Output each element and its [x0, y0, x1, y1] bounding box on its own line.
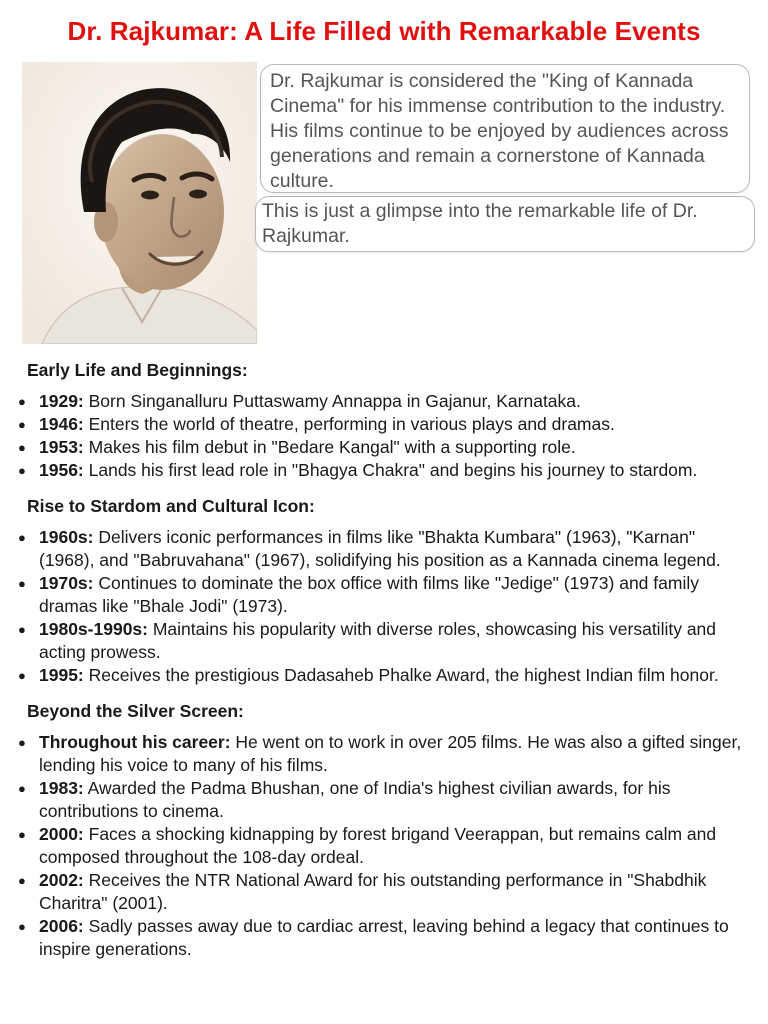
- item-text: Sadly passes away due to cardiac arrest, leaving behind a legacy that continues to inspire generations.: [39, 916, 729, 959]
- page-title: Dr. Rajkumar: A Life Filled with Remarkable Events: [67, 16, 701, 46]
- item-text: Lands his first lead role in "Bhagya Chakra" and begins his journey to stardom.: [83, 460, 698, 480]
- list-item: [0, 915, 748, 961]
- glimpse-callout: This is just a glimpse into the remarkable life of Dr. Rajkumar.: [255, 196, 755, 252]
- list-item: [0, 618, 748, 664]
- item-text: Receives the NTR National Award for his outstanding performance in "Shabdhik Charitra" (2001).: [39, 870, 707, 913]
- list-item: [0, 526, 748, 572]
- item-year: 1953:: [39, 437, 84, 457]
- item-year: 1980s-1990s:: [39, 619, 148, 639]
- item-text: Born Singanalluru Puttaswamy Annappa in Gajanur, Karnataka.: [83, 391, 581, 411]
- list-item: [0, 413, 748, 436]
- item-year: 1946:: [39, 414, 84, 434]
- intro-callout: Dr. Rajkumar is considered the "King of Kannada Cinema" for his immense contribution to the industry. His films continue to be enjoyed by audiences across generations and remain a cornerstone of Kannada culture.: [260, 64, 750, 193]
- list-item: [0, 664, 748, 687]
- item-text: Maintains his popularity with diverse roles, showcasing his versatility and acting prowess.: [39, 619, 717, 662]
- item-text: Awarded the Padma Bhushan, one of India's highest civilian awards, for his contributions to cinema.: [39, 778, 671, 821]
- list-item: [0, 390, 748, 413]
- item-year: 1956:: [39, 460, 84, 480]
- item-text: Receives the prestigious Dadasaheb Phalke Award, the highest Indian film honor.: [83, 665, 719, 685]
- list-item: [0, 459, 748, 482]
- portrait-illustration: [22, 62, 257, 344]
- item-year: 1960s:: [39, 527, 94, 547]
- item-year: 2006:: [39, 916, 84, 936]
- list-item: [0, 731, 748, 777]
- item-text: Makes his film debut in "Bedare Kangal" with a supporting role.: [83, 437, 576, 457]
- list-item: [0, 436, 748, 459]
- section-heading: Early Life and Beginnings:: [27, 360, 248, 380]
- section-heading: Rise to Stardom and Cultural Icon:: [27, 496, 315, 516]
- timeline-content: [0, 354, 768, 961]
- item-text: Faces a shocking kidnapping by forest brigand Veerappan, but remains calm and composed throughout the 108-day ordeal.: [39, 824, 717, 867]
- list-item: [0, 572, 748, 618]
- item-year: 2000:: [39, 824, 84, 844]
- item-year: 1929:: [39, 391, 84, 411]
- list-item: [0, 823, 748, 869]
- item-text: Continues to dominate the box office with films like "Jedige" (1973) and family dramas like "Bhale Jodi" (1973).: [39, 573, 699, 616]
- section-early-life: [0, 354, 768, 482]
- list-item: [0, 777, 748, 823]
- item-year: 2002:: [39, 870, 84, 890]
- portrait-photo: [22, 62, 257, 344]
- item-year: 1983:: [39, 778, 84, 798]
- section-beyond-silver-screen: [0, 695, 768, 961]
- timeline-list: [0, 526, 768, 687]
- item-year: Throughout his career:: [39, 732, 231, 752]
- item-year: 1995:: [39, 665, 84, 685]
- section-rise-to-stardom: [0, 490, 768, 687]
- timeline-list: [0, 731, 768, 961]
- section-heading: Beyond the Silver Screen:: [27, 701, 244, 721]
- item-text: Enters the world of theatre, performing in various plays and dramas.: [83, 414, 615, 434]
- list-item: [0, 869, 748, 915]
- item-text: He went on to work in over 205 films. He was also a gifted singer, lending his voice to many of his films.: [39, 732, 742, 775]
- item-text: Delivers iconic performances in films like "Bhakta Kumbara" (1963), "Karnan" (1968), and "Babruvahana" (1967), solidifying his position as a Kannada cinema legend.: [39, 527, 721, 570]
- timeline-list: [0, 390, 768, 482]
- item-year: 1970s:: [39, 573, 94, 593]
